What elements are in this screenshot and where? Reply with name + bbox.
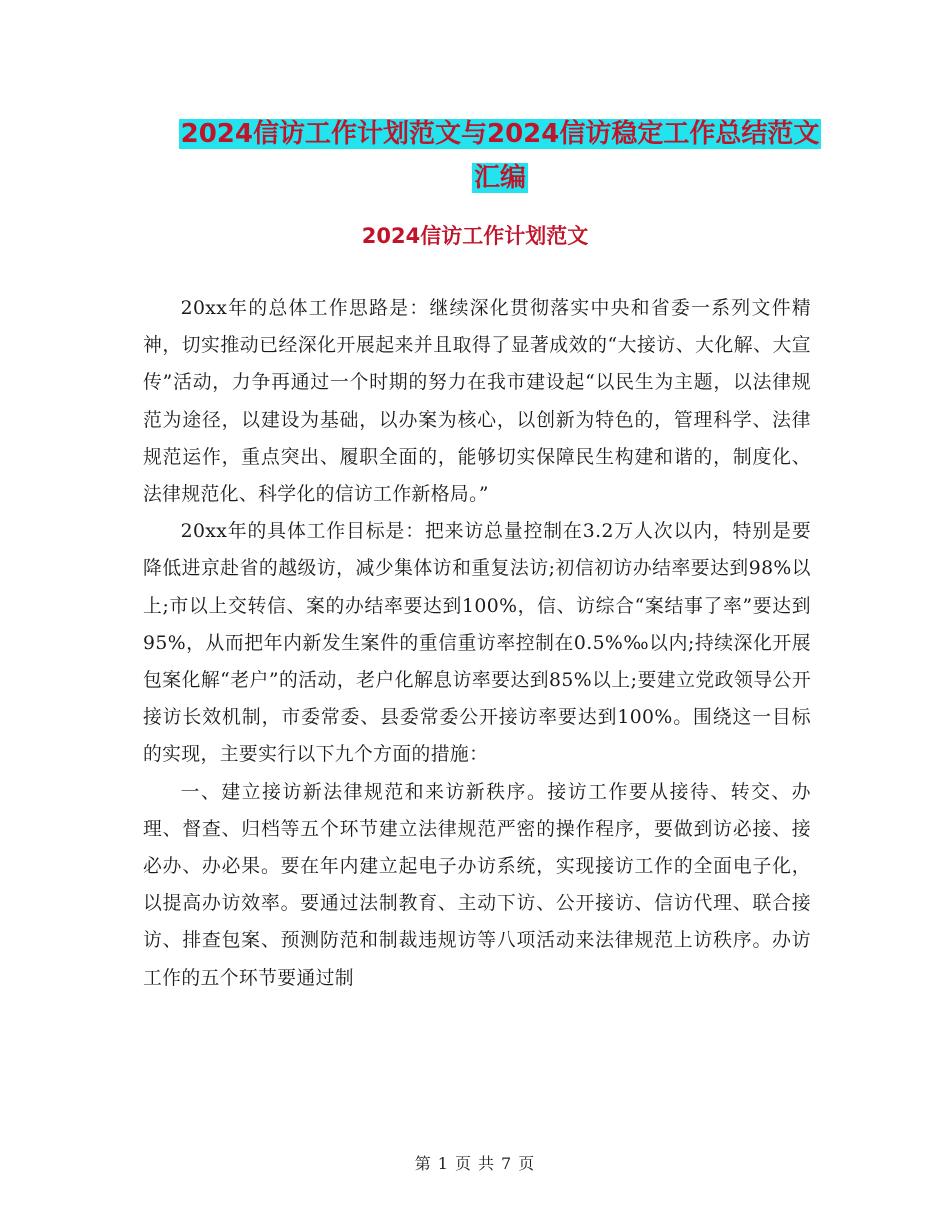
footer-page-number: 1	[437, 1154, 449, 1173]
paragraph-specific-goals: 20xx年的具体工作目标是：把来访总量控制在3.2万人次以内，特别是要降低进京赴省的越级访，减少集体访和重复法访;初信初访办结率要达到98%以上;市以上交转信、案的办结率要达到100%，信、访综合“案结事了率”要达到95%，从而把年内新发生案件的重信重访率控制在0.5%‰以内;持续深化开展包案化解“老户”的活动，老户化解息访率要达到85%以上;要建立党政领导公开接访长效机制，市委常委、县委常委公开接访率要达到100%。围绕这一目标的实现，主要实行以下九个方面的措施：	[143, 521, 811, 766]
footer-total-pages: 7	[501, 1154, 513, 1173]
paragraph-measure-one: 一、建立接访新法律规范和来访新秩序。接访工作要从接待、转交、办理、督查、归档等五个环节建立法律规范严密的操作程序，要做到访必接、接必办、办必果。要在年内建立起电子办访系统，实现接访工作的全面电子化，以提高办访效率。要通过法制教育、主动下访、公开接访、信访代理、联合接访、排查包案、预测防范和制裁违规访等八项活动来法律规范上访秩序。办访工作的五个环节要通过制	[143, 781, 811, 989]
title-line-2: 汇编	[473, 163, 526, 193]
document-title	[120, 112, 880, 200]
body-text	[143, 290, 811, 997]
footer-prefix: 第	[414, 1154, 432, 1173]
title-line-1: 2024信访工作计划范文与2024信访稳定工作总结范文	[180, 119, 820, 149]
paragraph-overall-approach: 20xx年的总体工作思路是：继续深化贯彻落实中央和省委一系列文件精神，切实推动已经深化开展起来并且取得了显著成效的“大接访、大化解、大宣传”活动，力争再通过一个时期的努力在我市建设起“以民生为主题，以法律规范为途径，以建设为基础，以办案为核心，以创新为特色的，管理科学、法律规范运作，重点突出、履职全面的，能够切实保障民生构建和谐的，制度化、法律规范化、科学化的信访工作新格局。”	[143, 298, 811, 506]
footer-suffix: 页	[518, 1154, 536, 1173]
section-title: 2024信访工作计划范文	[361, 224, 589, 248]
page-footer	[0, 1152, 950, 1176]
footer-middle: 页 共	[454, 1154, 496, 1173]
